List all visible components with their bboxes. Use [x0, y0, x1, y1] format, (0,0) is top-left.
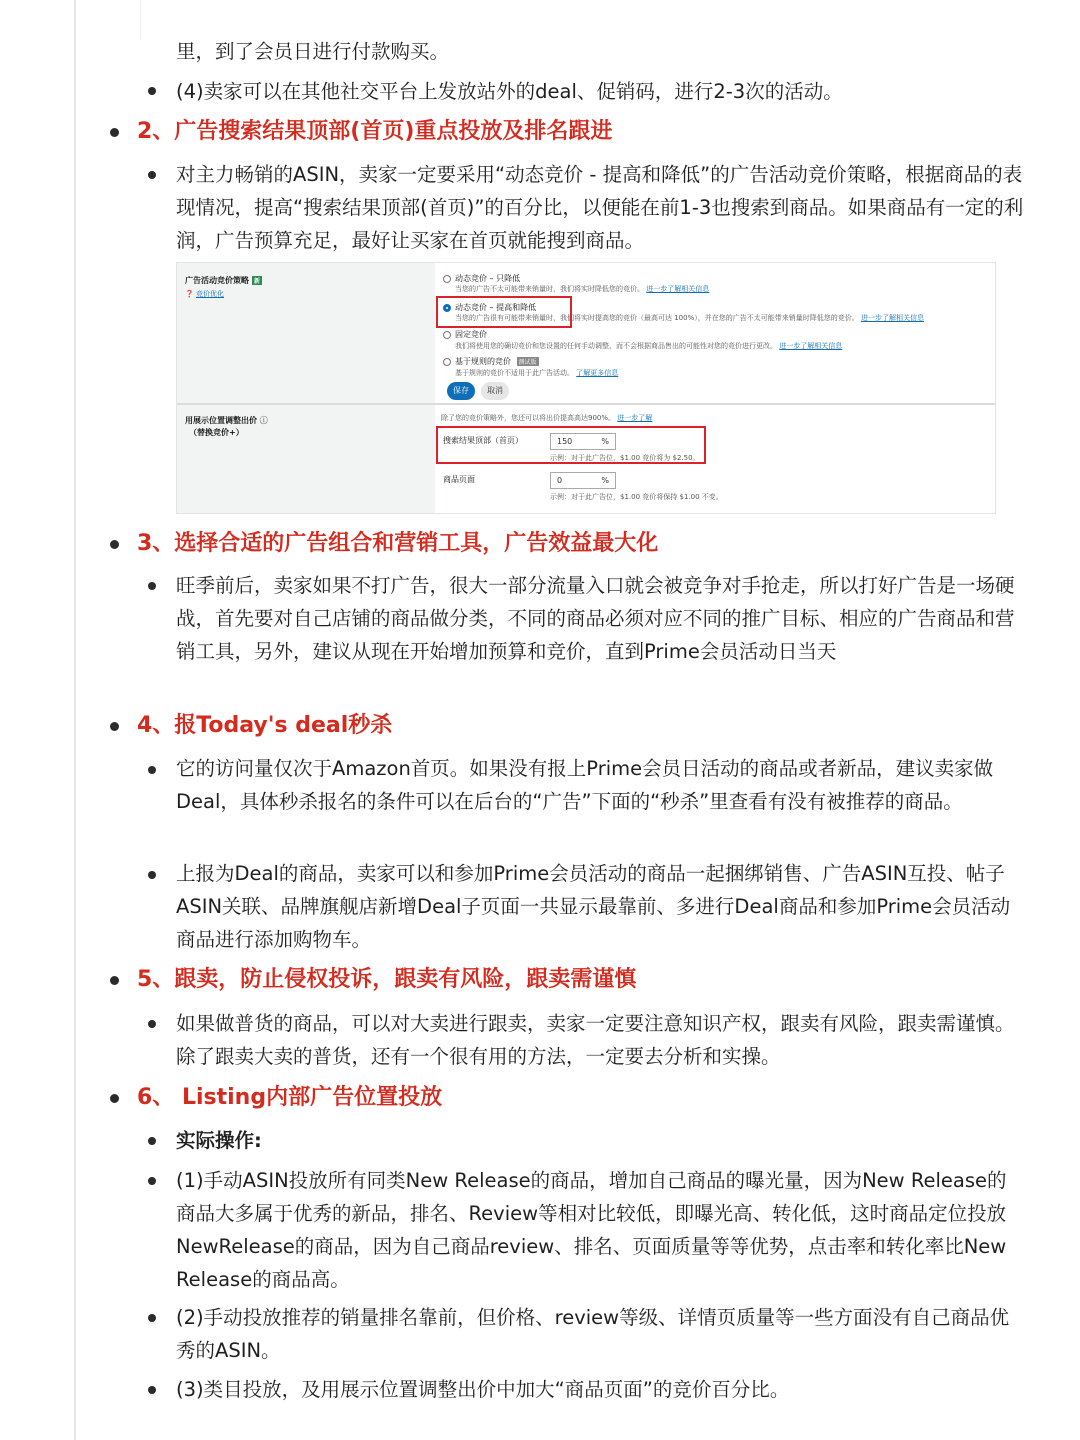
- list-item: 上报为Deal的商品，卖家可以和参加Prime会员活动的商品一起捆绑销售、广告ASIN互投、帖子ASIN关联、品牌旗舰店新增Deal子页面一共显示最靠前、多进行Deal商品和参加Prime会员活动商品进行添加购物车。: [176, 862, 1011, 951]
- option-rule-based[interactable]: 基于规则的竞价 测试版: [443, 356, 539, 367]
- placement-hint: 除了您的竞价策略外，您还可以将出价提高高达900%。 进一步了解: [441, 414, 653, 422]
- option-dynamic-up-down[interactable]: 动态竞价 – 提高和降低: [443, 302, 536, 313]
- learn-more-link[interactable]: 进一步了解相关信息: [860, 314, 924, 322]
- bullet-dot: [148, 1137, 156, 1145]
- settings-label-column: [177, 263, 435, 513]
- learn-more-link[interactable]: 进一步了解相关信息: [646, 285, 710, 293]
- list-item: 对主力畅销的ASIN，卖家一定要采用“动态竞价 - 提高和降低”的广告活动竞价策略，根据商品的表现情况，提高“搜索结果顶部(首页)”的百分比，以便能在前1-3也搜索到商品。如果商品有一定的利润，广告预算充足，最好让买家在首页就能搜到商品。: [176, 163, 1024, 252]
- bullet-dot: [148, 871, 156, 879]
- product-page-label: 商品页面: [443, 475, 475, 484]
- highlight-box: [436, 426, 706, 464]
- beta-badge: 测试版: [518, 359, 537, 366]
- bullet-dot: [148, 1177, 156, 1185]
- radio-icon[interactable]: [443, 358, 451, 366]
- product-page-example: 示例：对于此广告位，$1.00 竞价将保持 $1.00 不变。: [550, 493, 723, 501]
- option-description: 当您的广告不太可能带来销量时，我们将实时降低您的竞价。 进一步了解相关信息: [455, 285, 710, 293]
- learn-more-link[interactable]: 进一步了解相关信息: [779, 342, 843, 350]
- section-bullet: [110, 540, 119, 549]
- save-button[interactable]: 保存: [447, 382, 475, 400]
- cancel-button[interactable]: 取消: [481, 382, 509, 400]
- section-divider: [177, 403, 996, 405]
- list-item: 旺季前后，卖家如果不打广告，很大一部分流量入口就会被竞争对手抢走，所以打好广告是一场硬战，首先要对自己店铺的商品做分类，不同的商品必须对应不同的推广目标、相应的广告商品和营销工具，另外，建议从现在开始增加预算和竞价，直到Prime会员活动日当天: [176, 574, 1015, 663]
- bid-optimization-link[interactable]: ❓ 竞价优化: [185, 290, 224, 298]
- continuation-line: 里，到了会员日进行付款购买。: [176, 40, 450, 63]
- radio-icon[interactable]: [443, 331, 451, 339]
- option-description: 我们将使用您的确切竞价和您设置的任何手动调整，而不会根据商品售出的可能性对您的竞价进行更改。 进一步了解相关信息: [455, 342, 843, 350]
- top-search-input[interactable]: 150 %: [550, 433, 616, 450]
- option-dynamic-down[interactable]: 动态竞价 – 只降低: [443, 273, 520, 284]
- help-icon: ❓: [185, 290, 194, 298]
- list-item: (3)类目投放，及用展示位置调整出价中加大“商品页面”的竞价百分比。: [176, 1378, 790, 1401]
- list-item: 它的访问量仅次于Amazon首页。如果没有报上Prime会员日活动的商品或者新品，建议卖家做Deal，具体秒杀报名的条件可以在后台的“广告”下面的“秒杀”里查看有没有被推荐的商品。: [176, 757, 994, 813]
- list-item: 实际操作:: [176, 1129, 262, 1152]
- option-fixed-bid[interactable]: 固定竞价: [443, 329, 487, 340]
- bullet-dot: [148, 171, 156, 179]
- section-heading: 4、报Today's deal秒杀: [137, 713, 393, 738]
- section-heading: 6、 Listing内部广告位置投放: [137, 1085, 443, 1110]
- left-rail: [74, 0, 76, 1440]
- ad-settings-screenshot: [176, 262, 996, 514]
- section-heading: 2、广告搜索结果顶部(首页)重点投放及排名跟进: [137, 119, 613, 144]
- placement-sublabel: （替换竞价+）: [189, 428, 244, 437]
- placement-label: 用展示位置调整出价 ⓘ: [185, 416, 268, 425]
- product-page-input[interactable]: 0 %: [550, 472, 616, 489]
- section-heading: 3、选择合适的广告组合和营销工具，广告效益最大化: [137, 531, 659, 556]
- option-description: 基于规则的竞价不适用于此广告活动。 了解更多信息: [455, 369, 619, 377]
- highlight-box: [436, 296, 572, 328]
- bullet-dot: [148, 1314, 156, 1322]
- top-search-example: 示例：对于此广告位，$1.00 竞价将为 $2.50。: [550, 454, 700, 462]
- section-bullet: [110, 722, 119, 731]
- bullet-dot: [148, 582, 156, 590]
- section-bullet: [110, 128, 119, 137]
- strategy-label: 广告活动竞价策略 新: [185, 276, 261, 285]
- section-heading: 5、跟卖，防止侵权投诉，跟卖有风险，跟卖需谨慎: [137, 967, 637, 992]
- bullet-dot: [148, 87, 156, 95]
- bullet-dot: [148, 1020, 156, 1028]
- section-bullet: [110, 976, 119, 985]
- top-search-label: 搜索结果顶部（首页）: [443, 436, 523, 445]
- left-rail-inner: [140, 0, 141, 40]
- learn-more-link[interactable]: 了解更多信息: [576, 369, 619, 377]
- bullet-dot: [148, 766, 156, 774]
- bullet-dot: [148, 1386, 156, 1394]
- new-badge: 新: [254, 278, 261, 285]
- list-item: (4)卖家可以在其他社交平台上发放站外的deal、促销码，进行2-3次的活动。: [176, 80, 843, 103]
- list-item: (2)手动投放推荐的销量排名靠前，但价格、review等级、详情页质量等一些方面没有自己商品优秀的ASIN。: [176, 1306, 1010, 1362]
- radio-icon[interactable]: [443, 275, 451, 283]
- option-description: 当您的广告很有可能带来销量时，我们将实时提高您的竞价（最高可达 100%），并在您的广告不太可能带来销量时降低您的竞价。 进一步了解相关信息: [455, 314, 924, 322]
- list-item: (1)手动ASIN投放所有同类New Release的商品，增加自己商品的曝光量，因为New Release的商品大多属于优秀的新品，排名、Review等相对比较低，即曝光高、转化低，这时商品定位投放NewRelease的商品，因为自己商品review、排名、页面质量等等优势，点击率和转化率比New Release的商品高。: [176, 1169, 1007, 1291]
- list-item: 如果做普货的商品，可以对大卖进行跟卖，卖家一定要注意知识产权，跟卖有风险，跟卖需谨慎。除了跟卖大卖的普货，还有一个很有用的方法，一定要去分析和实操。: [176, 1012, 1015, 1068]
- learn-more-link[interactable]: 进一步了解: [617, 414, 653, 422]
- info-icon: ⓘ: [259, 416, 268, 425]
- section-bullet: [110, 1094, 119, 1103]
